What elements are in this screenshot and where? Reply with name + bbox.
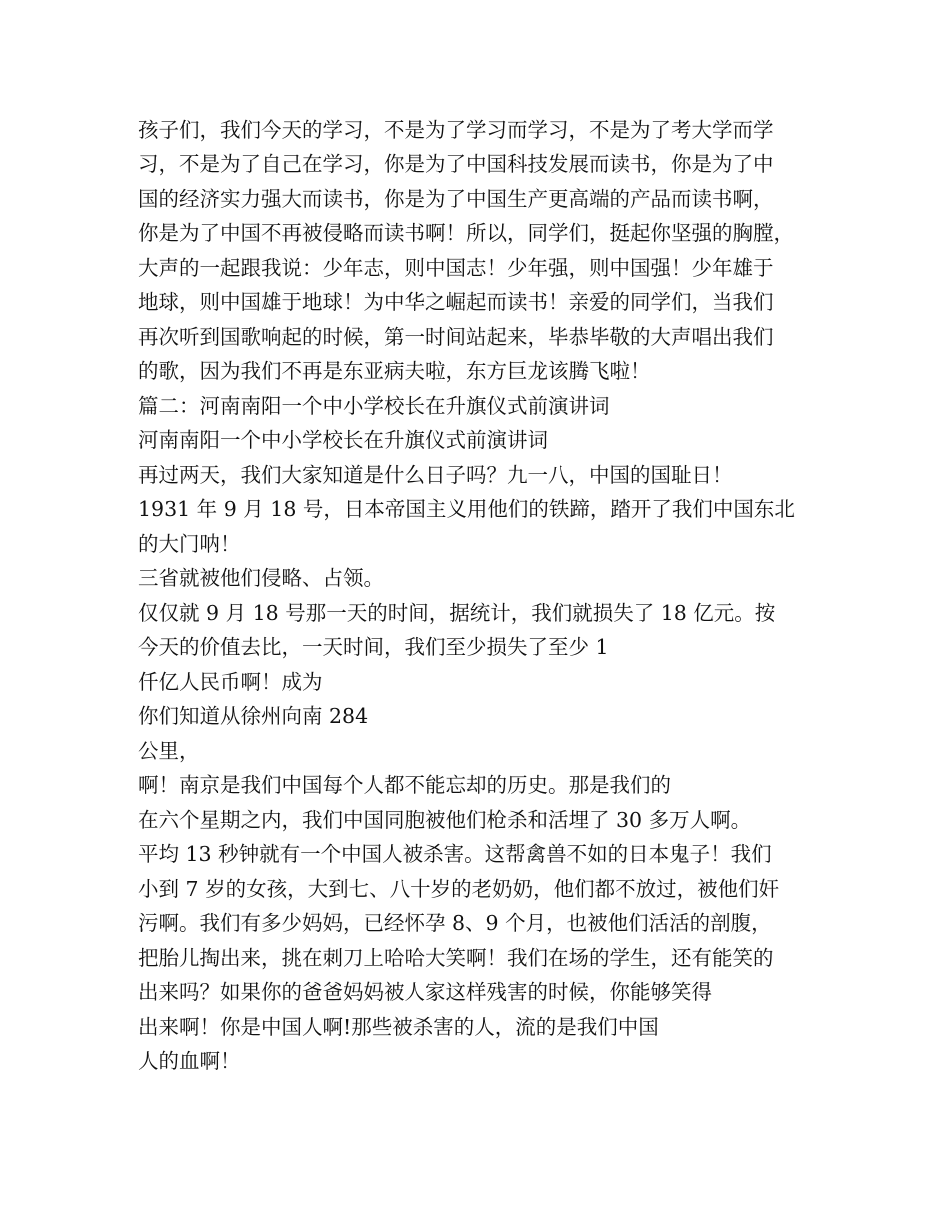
text-line: 地球，则中国雄于地球！为中华之崛起而读书！亲爱的同学们，当我们 xyxy=(138,290,774,314)
section-heading: 篇二：河南南阳一个中小学校长在升旗仪式前演讲词 xyxy=(138,394,610,418)
text-line: 三省就被他们侵略、占领。 xyxy=(138,566,384,590)
text-line: 平均 13 秒钟就有一个中国人被杀害。这帮禽兽不如的日本鬼子！我们 xyxy=(138,842,772,866)
text-line: 啊！南京是我们中国每个人都不能忘却的历史。那是我们的 xyxy=(138,773,671,797)
text-line: 孩子们，我们今天的学习，不是为了学习而学习，不是为了考大学而学 xyxy=(138,118,774,142)
text-line: 污啊。我们有多少妈妈，已经怀孕 8、9 个月，也被他们活活的剖腹， xyxy=(138,911,772,935)
text-line: 出来吗？如果你的爸爸妈妈被人家这样残害的时候，你能够笑得 xyxy=(138,980,712,1004)
text-line: 出来啊！你是中国人啊!那些被杀害的人，流的是我们中国 xyxy=(138,1015,659,1039)
text-line: 的大门呐！ xyxy=(138,532,241,556)
text-line: 你是为了中国不再被侵略而读书啊！所以，同学们，挺起你坚强的胸膛， xyxy=(138,221,794,245)
section-title: 河南南阳一个中小学校长在升旗仪式前演讲词 xyxy=(138,428,548,452)
text-line: 今天的价值去比，一天时间，我们至少损失了至少 1 xyxy=(138,635,609,659)
text-line: 你们知道从徐州向南 284 xyxy=(138,704,369,728)
text-line: 仟亿人民币啊！成为 xyxy=(138,670,323,694)
text-line: 习，不是为了自己在学习，你是为了中国科技发展而读书，你是为了中 xyxy=(138,152,774,176)
text-line: 再次听到国歌响起的时候，第一时间站起来，毕恭毕敬的大声唱出我们 xyxy=(138,325,774,349)
text-line: 小到 7 岁的女孩，大到七、八十岁的老奶奶，他们都不放过，被他们奸 xyxy=(138,877,780,901)
text-line: 1931 年 9 月 18 号，日本帝国主义用他们的铁蹄，踏开了我们中国东北 xyxy=(138,497,795,521)
text-line: 大声的一起跟我说：少年志，则中国志！少年强，则中国强！少年雄于 xyxy=(138,256,774,280)
text-line: 把胎儿掏出来，挑在刺刀上哈哈大笑啊！我们在场的学生，还有能笑的 xyxy=(138,946,774,970)
text-line: 仅仅就 9 月 18 号那一天的时间，据统计，我们就损失了 18 亿元。按 xyxy=(138,601,776,625)
text-line: 再过两天，我们大家知道是什么日子吗？九一八，中国的国耻日！ xyxy=(138,463,733,487)
text-line: 在六个星期之内，我们中国同胞被他们枪杀和活埋了 30 多万人啊。 xyxy=(138,808,752,832)
text-line: 公里， xyxy=(138,739,200,763)
text-line: 人的血啊！ xyxy=(138,1049,241,1073)
text-line: 的歌，因为我们不再是东亚病夫啦，东方巨龙该腾飞啦！ xyxy=(138,359,651,383)
text-line: 国的经济实力强大而读书，你是为了中国生产更高端的产品而读书啊， xyxy=(138,187,774,211)
